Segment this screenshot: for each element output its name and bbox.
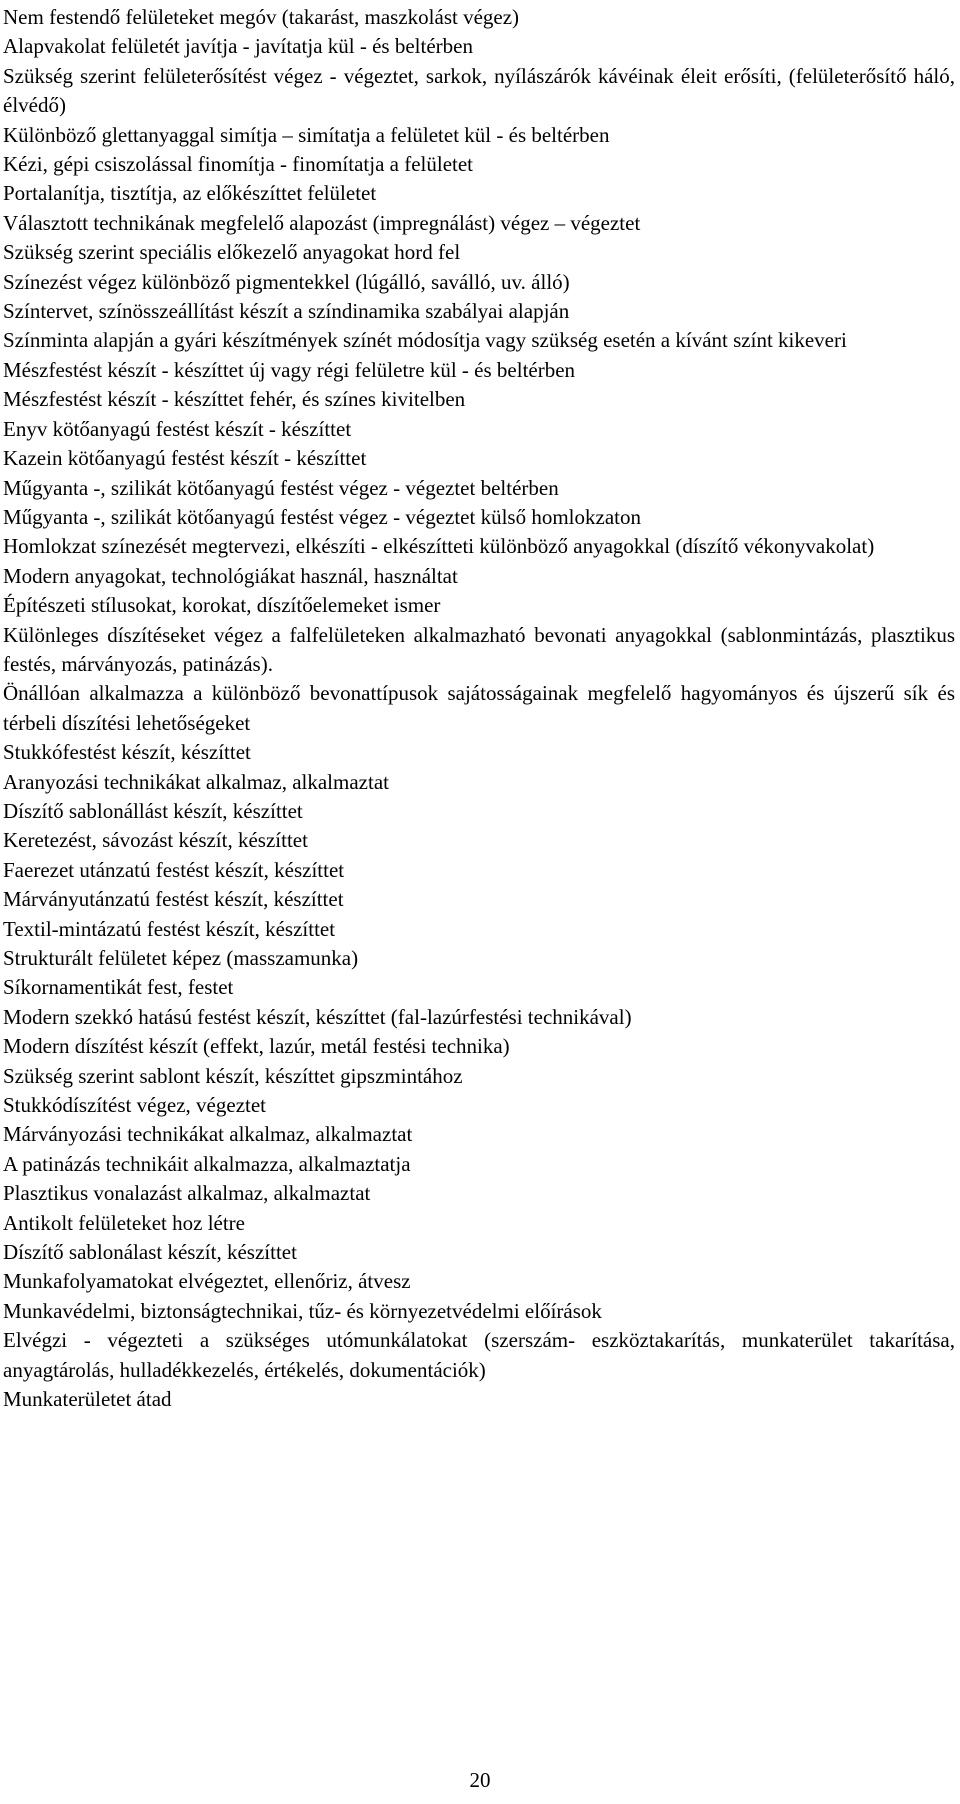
- text-line: Szükség szerint speciális előkezelő anyagokat hord fel: [3, 240, 461, 265]
- text-line: Stukkófestést készít, készíttet: [3, 740, 251, 765]
- text-line: Önállóan alkalmazza a különböző bevonattípusok sajátosságainak megfelelő hagyományos és újszerű sík és térbeli díszítési lehetőségeket: [3, 681, 955, 735]
- text-line: Műgyanta -, szilikát kötőanyagú festést végez - végeztet külső homlokzaton: [3, 504, 641, 529]
- text-line: Textil-mintázatú festést készít, készíttet: [3, 916, 336, 941]
- document-body: [3, 3, 955, 1415]
- text-line: Díszítő sablonállást készít, készíttet: [3, 798, 303, 823]
- text-line: Építészeti stílusokat, korokat, díszítőelemeket ismer: [3, 593, 441, 618]
- text-line: A patinázás technikáit alkalmazza, alkalmaztatja: [3, 1151, 411, 1176]
- text-line: Modern díszítést készít (effekt, lazúr, metál festési technika): [3, 1034, 510, 1059]
- text-line: Antikolt felületeket hoz létre: [3, 1210, 245, 1235]
- text-line: Szükség szerint felületerősítést végez - végeztet, sarkok, nyílászárók kávéinak éleit erősíti, (felületerősítő háló, élvédő): [3, 63, 955, 118]
- text-line: Szükség szerint sablont készít, készíttet gipszmintához: [3, 1063, 463, 1088]
- text-line: Enyv kötőanyagú festést készít - készíttet: [3, 416, 352, 441]
- text-line: Nem festendő felületeket megóv (takarást, maszkolást végez): [3, 5, 520, 29]
- page-number: 20: [469, 1768, 491, 1792]
- text-line: Mészfestést készít - készíttet új vagy régi felületre kül - és beltérben: [3, 357, 576, 382]
- text-line: Homlokzat színezését megtervezi, elkészíti - elkészítteti különböző anyagokkal (díszítő vékonyvakolat): [3, 534, 875, 559]
- text-line: Munkaterületet átad: [3, 1387, 172, 1412]
- text-line: Kazein kötőanyagú festést készít - készíttet: [3, 446, 367, 471]
- text-line: Alapvakolat felületét javítja - javítatja kül - és beltérben: [3, 34, 473, 59]
- text-line: Stukkódíszítést végez, végeztet: [3, 1093, 267, 1118]
- text-line: Keretezést, sávozást készít, készíttet: [3, 828, 308, 853]
- text-line: Aranyozási technikákat alkalmaz, alkalmaztat: [3, 769, 389, 794]
- text-line: Színezést végez különböző pigmentekkel (lúgálló, saválló, uv. álló): [3, 269, 570, 294]
- text-line: Faerezet utánzatú festést készít, készíttet: [3, 857, 345, 882]
- text-line: Márványutánzatú festést készít, készíttet: [3, 887, 344, 912]
- text-line: Modern anyagokat, technológiákat használ, használtat: [3, 563, 458, 588]
- text-line: Síkornamentikát fest, festet: [3, 975, 234, 1000]
- text-line: Műgyanta -, szilikát kötőanyagú festést végez - végeztet beltérben: [3, 475, 559, 500]
- text-line: Márványozási technikákat alkalmaz, alkalmaztat: [3, 1122, 413, 1147]
- text-line: Különböző glettanyaggal simítja – simítatja a felületet kül - és beltérben: [3, 122, 610, 147]
- text-line: Különleges díszítéseket végez a falfelületeken alkalmazható bevonati anyagokkal (sablonmintázás, plasztikus festés, márványozás, patinázás).: [3, 622, 955, 676]
- text-line: Színtervet, színösszeállítást készít a színdinamika szabályai alapján: [3, 299, 570, 324]
- text-line: Strukturált felületet képez (masszamunka): [3, 946, 359, 970]
- text-line: Munkafolyamatokat elvégeztet, ellenőriz, átvesz: [3, 1269, 411, 1294]
- text-line: Díszítő sablonálast készít, készíttet: [3, 1240, 297, 1265]
- text-line: Munkavédelmi, biztonságtechnikai, tűz- és környezetvédelmi előírások: [3, 1298, 602, 1323]
- text-line: Elvégzi - végezteti a szükséges utómunkálatokat (szerszám- eszköztakarítás, munkaterület takarítása, anyagtárolás, hulladékkezelés, értékelés, dokumentációk): [3, 1328, 955, 1382]
- text-line: Modern szekkó hatású festést készít, készíttet (fal-lazúrfestési technikával): [3, 1004, 632, 1029]
- text-line: Színminta alapján a gyári készítmények színét módosítja vagy szükség esetén a kívánt színt kikeveri: [3, 328, 847, 353]
- text-line: Választott technikának megfelelő alapozást (impregnálást) végez – végeztet: [3, 210, 641, 235]
- text-line: Mészfestést készít - készíttet fehér, és színes kivitelben: [3, 387, 466, 412]
- text-line: Plasztikus vonalazást alkalmaz, alkalmaztat: [3, 1181, 371, 1206]
- text-line: Kézi, gépi csiszolással finomítja - finomítatja a felületet: [3, 152, 474, 177]
- text-line: Portalanítja, tisztítja, az előkészíttet felületet: [3, 181, 377, 206]
